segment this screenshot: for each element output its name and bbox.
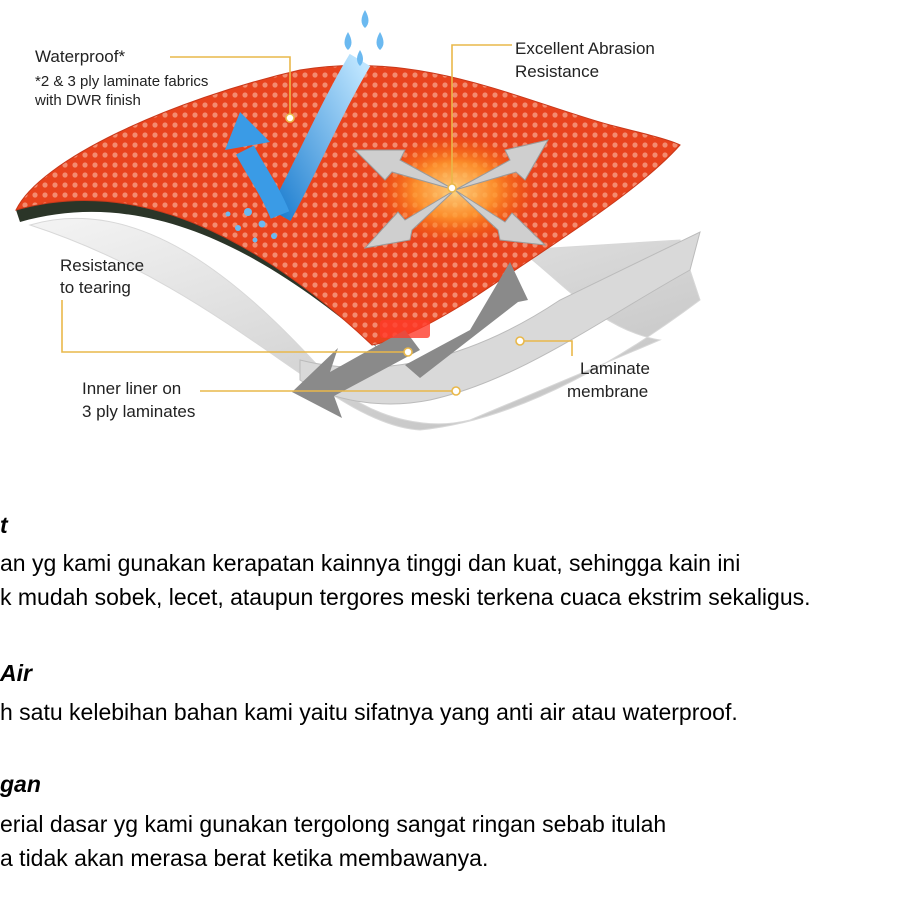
- feature-3-description: [0, 807, 666, 875]
- waterproof-note-line1: *2 & 3 ply laminate fabrics: [35, 73, 209, 90]
- membrane-label-line1: Laminate: [580, 359, 650, 378]
- tearing-label-line1: Resistance: [60, 256, 145, 275]
- tearing-label-line2: to tearing: [60, 278, 131, 297]
- feature-2-line-1: h satu kelebihan bahan kami yaitu sifatnya yang anti air atau waterproof.: [0, 699, 738, 725]
- feature-3-line-2: a tidak akan merasa berat ketika membawanya.: [0, 845, 489, 871]
- feature-1-description: [0, 546, 811, 614]
- feature-2-description: [0, 695, 738, 729]
- inner-liner-label-line2: 3 ply laminates: [82, 402, 196, 421]
- feature-3-heading: gan: [0, 771, 41, 797]
- feature-1-line-2: k mudah sobek, lecet, ataupun tergores meski terkena cuaca ekstrim sekaligus.: [0, 584, 811, 610]
- waterproof-label: Waterproof*: [35, 47, 126, 66]
- abrasion-label-line1: Excellent Abrasion: [515, 39, 655, 58]
- feature-1-heading: t: [0, 512, 8, 538]
- waterproof-note-line2: with DWR finish: [35, 92, 141, 109]
- feature-1-line-1: an yg kami gunakan kerapatan kainnya tinggi dan kuat, sehingga kain ini: [0, 550, 741, 576]
- feature-3-line-1: erial dasar yg kami gunakan tergolong sangat ringan sebab itulah: [0, 811, 667, 837]
- feature-2-heading: Air: [0, 660, 32, 686]
- inner-liner-label-line1: Inner liner on: [82, 379, 182, 398]
- membrane-label-line2: membrane: [567, 382, 649, 401]
- abrasion-label-line2: Resistance: [515, 62, 600, 81]
